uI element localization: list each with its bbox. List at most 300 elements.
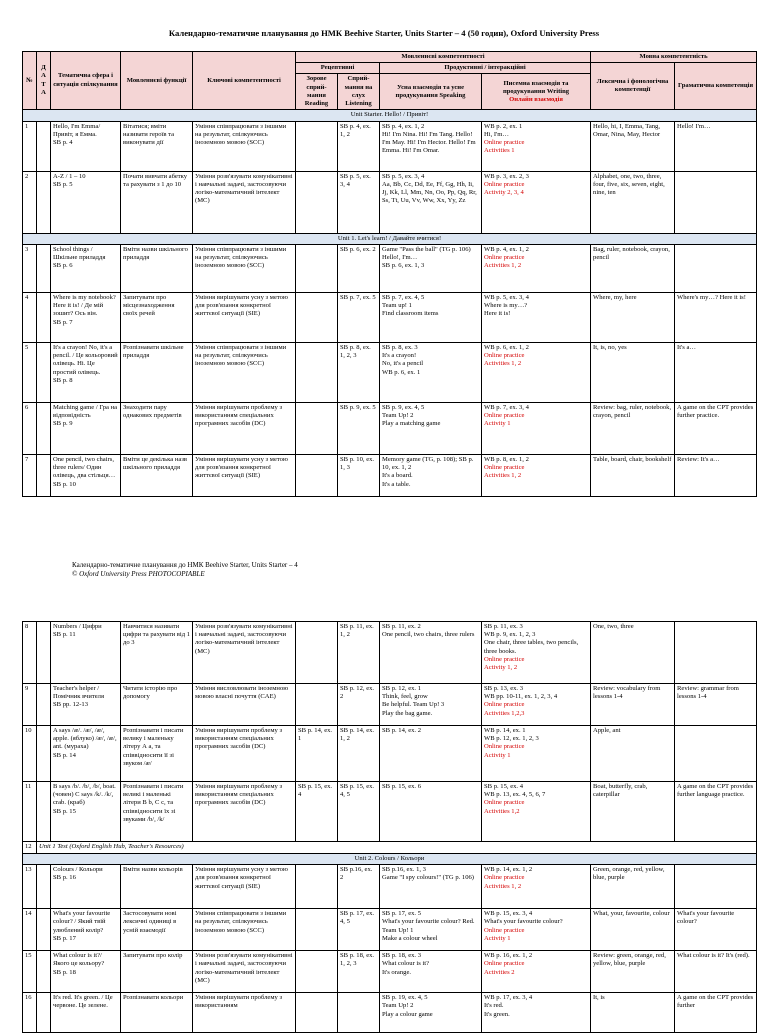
header-reading: Зорове сприй-мання Reading	[296, 74, 338, 110]
lexical-cell: It, is, no, yes	[591, 342, 675, 402]
listening-cell: SB p. 6, ex. 2	[338, 244, 380, 292]
cell-line: SB p. 5, ex. 3, 4	[382, 172, 425, 180]
writing-cell	[482, 171, 591, 233]
writing-cell	[482, 292, 591, 342]
functions-cell: Вміти назви шкільного приладдя	[121, 244, 193, 292]
table-row	[23, 342, 757, 402]
unit-test-cell: Unit 1 Test (Oxford English Hub, Teacher's Resources)	[37, 842, 757, 854]
speaking-cell	[380, 782, 482, 842]
cell-line: Memory game (TG, p. 108); SB p. 10, ex. 1, 2	[382, 455, 474, 472]
speaking-cell	[380, 909, 482, 951]
cell-line: Activity 1, 2	[484, 664, 518, 672]
cell-line: SB p. 6, ex. 1, 3	[382, 262, 425, 270]
key-competence-cell: Уміння співпрацювати з іншими на результат, спілкуючись іноземною мовою (SCC)	[193, 909, 296, 951]
cell-line: Online practice	[484, 960, 525, 968]
section-row	[23, 233, 757, 244]
cell-line: WB p. 6, ex. 1, 2	[484, 343, 529, 351]
cell-line: SB p.16, ex. 1, 3	[382, 866, 426, 874]
table-row	[23, 993, 757, 1033]
section-row	[23, 854, 757, 865]
key-competence-cell: Уміння вирішувати проблему з використанням спеціальних програмних засобів (DC)	[193, 782, 296, 842]
cell-line: Online practice	[484, 412, 525, 420]
lexical-cell: Apple, ant	[591, 726, 675, 782]
lexical-cell: Alphabet, one, two, three, four, five, six, seven, eight, nine, ten	[591, 171, 675, 233]
grammar-cell: Hello! I'm…	[675, 121, 757, 171]
reading-cell	[296, 993, 338, 1033]
reading-cell: SB p. 15, ex. 4	[296, 782, 338, 842]
topic-cell	[51, 342, 121, 402]
grammar-cell: Review: grammar from lessons 1-4	[675, 684, 757, 726]
speaking-cell	[380, 454, 482, 496]
grammar-cell	[675, 865, 757, 909]
lexical-cell: One, two, three	[591, 622, 675, 684]
date-cell	[37, 909, 51, 951]
cell-line: Matching game / Гра на відповідність	[53, 403, 118, 420]
table-row	[23, 726, 757, 782]
cell-line: Where is my…?	[484, 302, 528, 310]
cell-line: SB p. 15, ex. 4	[484, 783, 524, 790]
cell-line: SB p. 11, ex. 3	[484, 623, 523, 630]
row-number: 12	[23, 842, 37, 854]
key-competence-cell: Уміння висловлювати іноземною мовою власні почуття (CAE)	[193, 684, 296, 726]
table-row	[23, 402, 757, 454]
row-number: 2	[23, 171, 37, 233]
speaking-cell	[380, 121, 482, 171]
cell-line: School things / Шкільне приладдя	[53, 245, 106, 262]
reading-cell	[296, 342, 338, 402]
row-number: 15	[23, 951, 37, 993]
cell-line: Think, feel, grow	[382, 693, 428, 701]
section-row	[23, 110, 757, 121]
cell-line: One pencil, two chairs, three rulers	[382, 631, 475, 639]
speaking-cell	[380, 342, 482, 402]
planning-table-1	[22, 51, 757, 497]
cell-line: WB p. 3, ex. 2, 3	[484, 172, 529, 180]
speaking-cell	[380, 865, 482, 909]
lexical-cell: Green, orange, red, yellow, blue, purple	[591, 865, 675, 909]
cell-line: Teacher's helper / Помічник вчителя	[53, 685, 105, 701]
cell-line: Game "I spy colours!" (TG p. 106)	[382, 874, 474, 882]
cell-line: SB p. 5	[53, 180, 73, 188]
speaking-cell	[380, 622, 482, 684]
header-productive: Продуктивні / інтеракційні	[380, 63, 591, 74]
date-cell	[37, 342, 51, 402]
header-speaking: Усна взаємодія та усне продукування Speaking	[380, 74, 482, 110]
cell-line: Team Up! 2	[382, 1002, 414, 1010]
cell-line: Hi! I'm Nina. Hi! I'm Tang. Hello! I'm May. Hi! I'm Hector. Hello! I'm Emma. Hi! I'm Omar.	[382, 130, 476, 155]
cell-line: What colour is it?/ Якого це кольору?	[53, 952, 105, 968]
listening-cell: SB p. 9, ex. 5	[338, 402, 380, 454]
cell-line: SB pp. 12-13	[53, 701, 88, 709]
cell-line: It's a table.	[382, 480, 411, 488]
functions-cell: Вітатися; вміти називати героїв та виконувати дії	[121, 121, 193, 171]
functions-cell: Розпізнавати і писати велику і маленьку літеру А а, та співвідносити її зі звуком /æ/	[121, 726, 193, 782]
cell-line: Online practice	[484, 799, 525, 807]
lexical-cell: Review: vocabulary from lessons 1-4	[591, 684, 675, 726]
table-2-body	[23, 622, 757, 1033]
date-cell	[37, 244, 51, 292]
lexical-cell: Review: bag, ruler, notebook, crayon, pencil	[591, 402, 675, 454]
table-row	[23, 951, 757, 993]
row-number: 11	[23, 782, 37, 842]
section-title: Unit 2. Colours / Кольори	[23, 854, 757, 865]
functions-cell: Навчитися називати цифри та рахувати від 1 до 3	[121, 622, 193, 684]
cell-line: Online practice	[484, 743, 525, 751]
cell-line: It's red. It's green. / Це червоне. Це зелене.	[53, 994, 113, 1010]
cell-line: SB p. 8	[53, 376, 73, 384]
listening-cell: SB p. 5, ex. 3, 4	[338, 171, 380, 233]
cell-line: It's a board.	[382, 472, 413, 480]
cell-line: What's your favourite colour?	[484, 918, 563, 926]
cell-line: SB p. 11	[53, 631, 76, 639]
cell-line: Find classroom items	[382, 310, 439, 318]
cell-line: WB p. 12, ex. 1, 2, 3	[484, 735, 539, 743]
cell-line: SB p. 15, ex. 6	[382, 783, 422, 790]
header-date: Д А Т А	[37, 52, 51, 110]
row-number: 3	[23, 244, 37, 292]
header-speech-competences: Мовленнєві компетентності	[296, 52, 591, 63]
functions-cell: Вміти це декілька назв шкільного приладдя	[121, 454, 193, 496]
reading-cell	[296, 951, 338, 993]
key-competence-cell: Уміння розв'язувати комунікативні і навчальні задачі, застосовуючи логіко-математичний інтелект (MC)	[193, 951, 296, 993]
functions-cell: Запитувати про колір	[121, 951, 193, 993]
cell-line: SB p. 17	[53, 934, 76, 942]
cell-line: SB p. 4, ex. 1, 2	[382, 122, 425, 130]
cell-line: Play a colour game	[382, 1010, 433, 1018]
grammar-cell	[675, 622, 757, 684]
cell-line: Game "Pass the ball" (TG p. 106)	[382, 245, 471, 253]
cell-line: A-Z / 1 – 10	[53, 172, 86, 180]
table-row	[23, 171, 757, 233]
reading-cell	[296, 121, 338, 171]
listening-cell: SB p. 8, ex. 1, 2, 3	[338, 342, 380, 402]
cell-line: One pencil, two chairs, three rulers/ Один олівець, два стільця… SB p. 10	[53, 455, 116, 488]
cell-line: SB p. 14	[53, 751, 76, 759]
cell-line: Here it is!	[484, 310, 511, 318]
header-lexical: Лексична і фонологічна компетенції	[591, 63, 675, 110]
cell-line: Where is my notebook? Here it is! / Де мій зошит? Ось він.	[53, 293, 116, 318]
row-number: 16	[23, 993, 37, 1033]
cell-line: WB p. 16, ex. 1, 2	[484, 952, 533, 960]
speaking-cell	[380, 726, 482, 782]
speaking-cell	[380, 292, 482, 342]
functions-cell: Розпізнавати і писати великі і маленькі літери B b, C c, та співвідносити їх зі звуками /b/, /k/	[121, 782, 193, 842]
listening-cell: SB p. 18, ex. 1, 2, 3	[338, 951, 380, 993]
grammar-cell: What colour is it? It's (red).	[675, 951, 757, 993]
key-competence-cell: Уміння співпрацювати з іншими на результат, спілкуючись іноземною мовою (SCC)	[193, 121, 296, 171]
cell-line: SB p. 9	[53, 420, 73, 428]
lexical-cell: Review: green, orange, red, yellow, blue, purple	[591, 951, 675, 993]
cell-line: It's red.	[484, 1002, 504, 1010]
date-cell	[37, 454, 51, 496]
date-cell	[37, 121, 51, 171]
cell-line: A says /æ/. /æ/, /æ/, apple. (яблуко) /æ/, /æ/, ant. (мураха)	[53, 727, 117, 751]
writing-cell	[482, 342, 591, 402]
cell-line: SB p. 14, ex. 2	[382, 727, 422, 734]
header-topic: Тематична сфера і ситуація спілкування	[51, 52, 121, 110]
topic-cell	[51, 951, 121, 993]
topic-cell	[51, 993, 121, 1033]
date-cell	[37, 402, 51, 454]
cell-line: What's your favourite colour? Red.	[382, 918, 475, 926]
lexical-cell: It, is	[591, 993, 675, 1033]
writing-cell	[482, 684, 591, 726]
listening-cell: SB p. 7, ex. 5	[338, 292, 380, 342]
speaking-cell	[380, 402, 482, 454]
date-cell	[37, 622, 51, 684]
writing-cell	[482, 244, 591, 292]
cell-line: Make a colour wheel	[382, 934, 438, 942]
cell-line: SB p. 6	[53, 262, 73, 270]
cell-line: SB p. 13, ex. 3	[484, 685, 524, 692]
topic-cell	[51, 292, 121, 342]
row-number: 10	[23, 726, 37, 782]
cell-line: Activities 1,2	[484, 807, 520, 815]
cell-line: Activities 1, 2	[484, 882, 522, 890]
date-cell	[37, 865, 51, 909]
topic-cell	[51, 121, 121, 171]
header-writing-label: Писемна взаємодія та продукування Writing	[502, 79, 570, 95]
grammar-cell	[675, 244, 757, 292]
lexical-cell: Bag, ruler, notebook, crayon, pencil	[591, 244, 675, 292]
cell-line: Colours / Кольори	[53, 866, 103, 874]
grammar-cell	[675, 171, 757, 233]
table-1-body	[23, 110, 757, 496]
cell-line: Online practice	[484, 180, 525, 188]
writing-cell	[482, 993, 591, 1033]
date-cell	[37, 292, 51, 342]
cell-line: Be helpful. Team Up! 3	[382, 701, 445, 709]
topic-cell	[51, 244, 121, 292]
reading-cell: SB p. 14, ex. 1	[296, 726, 338, 782]
table-row	[23, 622, 757, 684]
grammar-cell	[675, 726, 757, 782]
reading-cell	[296, 622, 338, 684]
cell-line: Aa, Bb, Cc, Dd, Ee, Ff, Gg, Hh, Ii, Jj, Kk, Ll, Mm, Nn, Oo, Pp, Qq, Rr, Ss, Tt, Uu, Vv, Ww, Xx, Yy, Zz	[382, 180, 477, 205]
cell-line: WB p. 8, ex. 1, 2	[484, 455, 529, 463]
cell-line: It's orange.	[382, 968, 412, 976]
lexical-cell: Hello, hi, I, Emma, Tang, Omar, Nina, May, Hector	[591, 121, 675, 171]
cell-line: Activities 2	[484, 968, 515, 976]
speaking-cell	[380, 171, 482, 233]
cell-line: Online practice	[484, 464, 525, 472]
topic-cell	[51, 622, 121, 684]
table-row	[23, 121, 757, 171]
grammar-cell: A game on the CPT provides further language practice.	[675, 782, 757, 842]
header-writing-online: Онлайн взаємодія	[509, 96, 563, 104]
topic-cell	[51, 171, 121, 233]
row-number: 8	[23, 622, 37, 684]
planning-table-2	[22, 621, 757, 1033]
speaking-cell	[380, 951, 482, 993]
cell-line: Hello!, I'm…	[382, 254, 418, 262]
cell-line: SB p. 9, ex. 4, 5	[382, 403, 425, 411]
date-cell	[37, 726, 51, 782]
cell-line: Online practice	[484, 655, 525, 663]
listening-cell: SB p. 12, ex. 2	[338, 684, 380, 726]
table-row	[23, 909, 757, 951]
writing-cell	[482, 909, 591, 951]
date-cell	[37, 782, 51, 842]
key-competence-cell: Уміння вирішувати проблему з використанням	[193, 993, 296, 1033]
listening-cell: SB p.16, ex. 2	[338, 865, 380, 909]
cell-line: No, it's a pencil	[382, 360, 424, 368]
reading-cell	[296, 865, 338, 909]
functions-cell: Запитувати про місцезнаходження своїх речей	[121, 292, 193, 342]
cell-line: Online practice	[484, 139, 525, 147]
cell-line: SB p. 12, ex. 1	[382, 685, 422, 692]
table-row	[23, 292, 757, 342]
table-row	[23, 454, 757, 496]
cell-line: Online practice	[484, 701, 525, 709]
functions-cell: Розпізнавати кольори	[121, 993, 193, 1033]
reading-cell	[296, 292, 338, 342]
row-number: 9	[23, 684, 37, 726]
cell-line: Activities 1,2,3	[484, 709, 525, 717]
cell-line: What colour is it?	[382, 960, 430, 968]
section-title: Unit Starter. Hello! / Привіт!	[23, 110, 757, 121]
grammar-cell: A game on the CPT provides further	[675, 993, 757, 1033]
cell-line: Hello, I'm Emma/ Привіт, я Емма.	[53, 122, 101, 138]
writing-cell	[482, 726, 591, 782]
writing-cell	[482, 782, 591, 842]
cell-line: WB p. 6, ex. 1	[382, 368, 421, 376]
cell-line: SB p. 8, ex. 3	[382, 343, 418, 351]
cell-line: WB p. 17, ex. 3, 4	[484, 994, 533, 1002]
cell-line: WB p. 2, ex. 1	[484, 122, 523, 130]
reading-cell	[296, 684, 338, 726]
table-row	[23, 684, 757, 726]
cell-line: SB p. 18, ex. 3	[382, 952, 422, 960]
cell-line: Online practice	[484, 352, 525, 360]
grammar-cell: What's your favourite colour?	[675, 909, 757, 951]
key-competence-cell: Уміння вирішувати проблему з використанням спеціальних програмних засобів (DC)	[193, 402, 296, 454]
cell-line: SB p. 15	[53, 807, 76, 815]
cell-line: It's a crayon! No, it's a pencil. / Це кольоровий олівець. Ні. Це простий олівець.	[53, 343, 118, 376]
table-row	[23, 865, 757, 909]
functions-cell: Знаходити пару однакових предметів	[121, 402, 193, 454]
cell-line: Activities 1, 2	[484, 472, 522, 480]
cell-line: What's your favourite colour? / Який твій улюблений колір?	[53, 910, 111, 934]
key-competence-cell: Уміння вирішувати усну з метою для розв'язання конкретної життєвої ситуації (SIE)	[193, 865, 296, 909]
cell-line: SB p. 18	[53, 968, 76, 976]
header-num: №	[23, 52, 37, 110]
writing-cell	[482, 622, 591, 684]
listening-cell: SB p. 11, ex. 1, 2	[338, 622, 380, 684]
cell-line: Team up! 1	[382, 302, 412, 310]
reading-cell	[296, 454, 338, 496]
cell-line: Online practice	[484, 874, 525, 882]
cell-line: Numbers / Цифри	[53, 623, 102, 630]
cell-line: SB p. 11, ex. 2	[382, 623, 421, 630]
topic-cell	[51, 909, 121, 951]
cell-line: Activities 1, 2	[484, 262, 522, 270]
header-receptive: Рецептивні	[296, 63, 380, 74]
lexical-cell: Where, my, here	[591, 292, 675, 342]
cell-line: WB p. 14, ex. 1	[484, 727, 526, 734]
cell-line: WB p. 13, ex. 4, 5, 6, 7	[484, 791, 546, 799]
grammar-cell: It's a…	[675, 342, 757, 402]
cell-line: Activity 2, 3, 4	[484, 189, 524, 197]
functions-cell: Вміти назви кольорів	[121, 865, 193, 909]
cell-line: WB p. 9, ex. 1, 2, 3	[484, 631, 536, 639]
key-competence-cell: Уміння розв'язувати комунікативні і навчальні задачі, застосовуючи логіко-математичний інтелект (MC)	[193, 171, 296, 233]
cell-line: SB p. 19, ex. 4, 5	[382, 994, 428, 1002]
page-footer	[72, 561, 298, 579]
grammar-cell: Where's my…? Here it is!	[675, 292, 757, 342]
cell-line: One chair, three tables, two pencils, three books.	[484, 639, 579, 655]
cell-line: SB p. 4	[53, 139, 73, 147]
key-competence-cell: Уміння співпрацювати з іншими на результат, спілкуючись іноземною мовою (SCC)	[193, 244, 296, 292]
grammar-cell: A game on the CPT provides further practice.	[675, 402, 757, 454]
lexical-cell: Table, board, chair, bookshelf	[591, 454, 675, 496]
header-key-competences: Ключові компетентності	[193, 52, 296, 110]
row-number: 4	[23, 292, 37, 342]
functions-cell: Розпізнавати шкільне приладдя	[121, 342, 193, 402]
cell-line: Hi, I'm…	[484, 130, 509, 138]
cell-line: Activities 1	[484, 147, 515, 155]
reading-cell	[296, 402, 338, 454]
cell-line: WB p. 5, ex. 3, 4	[484, 293, 529, 301]
date-cell	[37, 684, 51, 726]
cell-line: Activity 1	[484, 934, 511, 942]
functions-cell: Почати вивчати абетку та рахувати з 1 до 10	[121, 171, 193, 233]
row-number: 6	[23, 402, 37, 454]
cell-line: Activity 1	[484, 420, 511, 428]
cell-line: Play the bag game.	[382, 709, 433, 717]
writing-cell	[482, 454, 591, 496]
cell-line: B says /b/. /b/, /b/, boat. (човен) C says /k/. /k/, crab. (краб)	[53, 783, 116, 807]
row-number: 14	[23, 909, 37, 951]
document-title: Календарно-тематичне планування до НМК Beehive Starter, Units Starter – 4 (50 годин), Oxford University Press	[168, 28, 600, 38]
functions-cell: Застосовувати нові лексичні одиниці в усній взаємодії	[121, 909, 193, 951]
listening-cell: SB p. 17, ex. 4, 5	[338, 909, 380, 951]
key-competence-cell: Уміння розв'язувати комунікативні і навчальні задачі, застосовуючи логіко-математичний інтелект (MC)	[193, 622, 296, 684]
topic-cell	[51, 726, 121, 782]
key-competence-cell: Уміння вирішувати проблему з використанням спеціальних програмних засобів (DC)	[193, 726, 296, 782]
writing-cell	[482, 402, 591, 454]
cell-line: Team Up! 1	[382, 926, 414, 934]
key-competence-cell: Уміння вирішувати усну з метою для розв'язання конкретної життєвої ситуації (SIE)	[193, 454, 296, 496]
speaking-cell	[380, 684, 482, 726]
reading-cell	[296, 244, 338, 292]
topic-cell	[51, 454, 121, 496]
writing-cell	[482, 121, 591, 171]
row-number: 5	[23, 342, 37, 402]
cell-line: WB p. 4, ex. 1, 2	[484, 245, 529, 253]
grammar-cell: Review: It's a…	[675, 454, 757, 496]
reading-cell	[296, 909, 338, 951]
key-competence-cell: Уміння вирішувати усну з метою для розв'язання конкретної життєвої ситуації (SIE)	[193, 292, 296, 342]
cell-line: Activities 1, 2	[484, 360, 522, 368]
topic-cell	[51, 782, 121, 842]
cell-line: SB p. 16	[53, 874, 76, 882]
listening-cell: SB p. 4, ex. 1, 2	[338, 121, 380, 171]
date-cell	[37, 951, 51, 993]
writing-cell	[482, 865, 591, 909]
date-cell	[37, 171, 51, 233]
functions-cell: Читати історію про допомогу	[121, 684, 193, 726]
footer-line-1: Календарно-тематичне планування до НМК Beehive Starter, Units Starter – 4	[72, 561, 298, 569]
speaking-cell	[380, 244, 482, 292]
cell-line: Team Up! 2	[382, 412, 414, 420]
listening-cell	[338, 993, 380, 1033]
header-grammar: Граматична компетенція	[675, 63, 757, 110]
topic-cell	[51, 402, 121, 454]
reading-cell	[296, 171, 338, 233]
lexical-cell: What, your, favourite, colour	[591, 909, 675, 951]
header-language-competence: Мовна компетентність	[591, 52, 757, 63]
